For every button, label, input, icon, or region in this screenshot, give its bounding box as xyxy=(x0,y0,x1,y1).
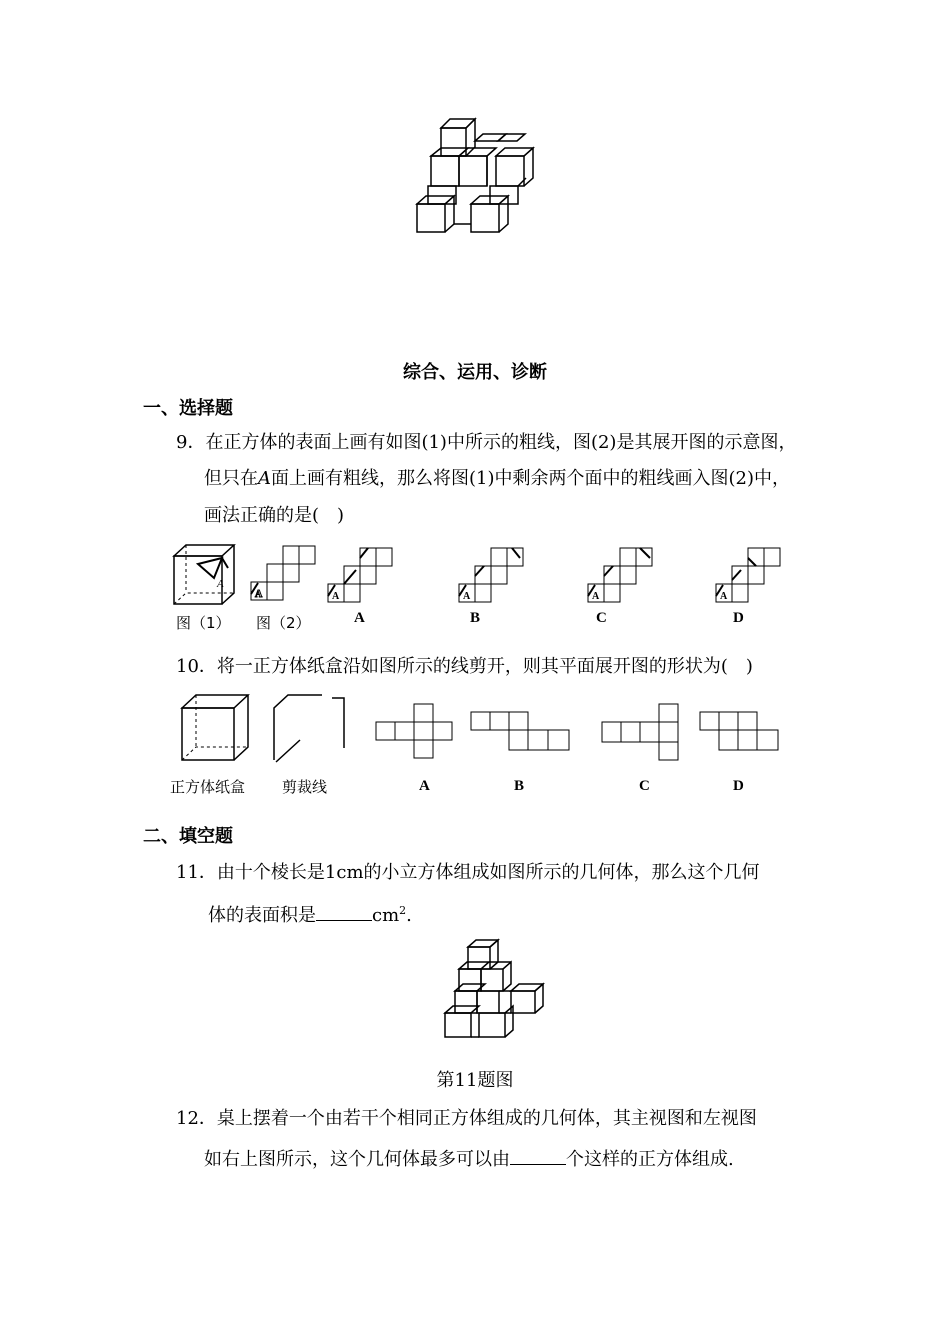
q9-option-d-net xyxy=(716,548,780,602)
q10-cut-label: 剪裁线 xyxy=(282,778,328,796)
svg-text:A: A xyxy=(217,578,224,590)
q9-fig1-cube xyxy=(174,545,234,604)
q9-line2-var: A xyxy=(258,468,271,489)
q12-line2-post: 个这样的正方体组成. xyxy=(566,1149,734,1170)
q11-line2 xyxy=(208,900,412,927)
svg-text:A: A xyxy=(255,589,263,600)
q10-option-c-net xyxy=(602,704,678,760)
q11-unit: cm xyxy=(372,905,400,926)
part2-heading: 二、填空题 xyxy=(143,826,233,847)
part1-heading: 一、选择题 xyxy=(143,398,233,419)
q10-cut-lines xyxy=(274,695,344,762)
q10-option-b-net xyxy=(471,712,569,750)
q9-option-a-net xyxy=(328,548,392,602)
q10-number: 10． xyxy=(176,656,217,677)
cube-stack-drawing xyxy=(417,119,533,232)
q12-answer-blank[interactable] xyxy=(510,1146,566,1165)
svg-text:A: A xyxy=(463,591,471,602)
q10-option-a-label: A xyxy=(419,778,430,794)
q12-line1 xyxy=(176,1108,757,1130)
q10-text: 将一正方体纸盒沿如图所示的线剪开，则其平面展开图的形状为( ) xyxy=(216,656,753,677)
q10-option-d-label: D xyxy=(733,778,744,794)
q9-number: 9． xyxy=(176,432,206,453)
q9-line2-pre: 但只在 xyxy=(204,468,258,489)
q11-number: 11． xyxy=(176,862,217,883)
q9-option-b-net xyxy=(459,548,523,602)
q11-cube-pyramid-figure xyxy=(0,935,950,1045)
q11-line2-pre: 体的表面积是 xyxy=(208,905,316,926)
q9-fig2-label: 图（2） xyxy=(256,614,311,632)
q11-cube-pyramid-drawing xyxy=(445,940,543,1037)
q9-option-d-label: D xyxy=(733,610,744,626)
q9-line2 xyxy=(204,468,790,490)
q9-option-b-label: B xyxy=(470,610,481,626)
q11-line2-end: . xyxy=(406,905,412,926)
q11-unit-sup: 2 xyxy=(399,904,407,917)
q9-line2-post: 面上画有粗线，那么将图(1)中剩余两个面中的粗线画入图(2)中， xyxy=(271,468,790,489)
top-cube-stack-figure xyxy=(0,0,950,300)
q10-option-b-label: B xyxy=(514,778,525,794)
q10-option-a-net xyxy=(376,704,452,758)
q11-text-line1: 由十个棱长是1cm的小立方体组成如图所示的几何体，那么这个几何 xyxy=(216,862,760,883)
q12-line2 xyxy=(204,1146,734,1171)
q9-option-c-net xyxy=(588,548,652,602)
q10-option-d-net xyxy=(700,712,778,750)
q9-line3: 画法正确的是( ) xyxy=(204,505,345,526)
q9-option-a-label: A xyxy=(354,610,365,626)
q11-line1 xyxy=(176,862,760,884)
q10-option-c-label: C xyxy=(639,778,650,794)
q11-answer-blank[interactable] xyxy=(316,902,372,921)
q10-line xyxy=(176,656,753,678)
q10-figures xyxy=(0,690,950,780)
svg-text:A: A xyxy=(332,591,340,602)
q11-caption: 第11题图 xyxy=(436,1070,514,1091)
q9-text-line1: 在正方体的表面上画有如图(1)中所示的粗线，图(2)是其展开图的示意图， xyxy=(205,432,797,453)
q10-box-label: 正方体纸盒 xyxy=(170,778,246,796)
q10-box xyxy=(182,695,248,760)
section-title: 综合、运用、诊断 xyxy=(403,362,547,383)
q9-fig1-label: 图（1） xyxy=(176,614,231,632)
svg-text:A: A xyxy=(720,591,728,602)
q9-fig2-net xyxy=(251,546,315,600)
q12-line2-pre: 如右上图所示，这个几何体最多可以由 xyxy=(204,1149,510,1170)
q12-number: 12． xyxy=(176,1108,217,1129)
q12-text-line1: 桌上摆着一个由若干个相同正方体组成的几何体，其主视图和左视图 xyxy=(216,1108,757,1129)
q9-line1 xyxy=(176,432,796,454)
svg-text:A: A xyxy=(592,591,600,602)
q9-option-c-label: C xyxy=(596,610,607,626)
